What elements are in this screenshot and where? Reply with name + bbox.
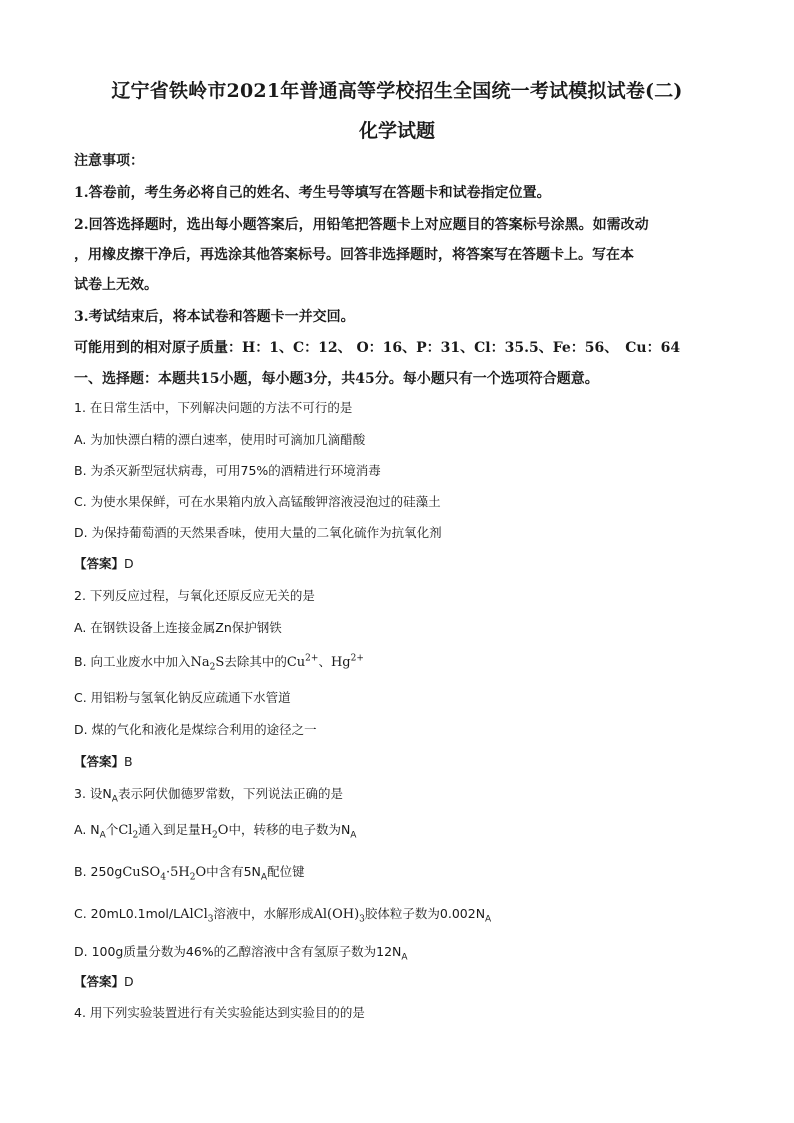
page-subtitle: 化学试题	[358, 120, 435, 142]
answer-value: D	[124, 556, 134, 571]
question-2-option-d: D. 煤的气化和液化是煤综合利用的途径之一	[74, 722, 317, 737]
question-1-option-a: A. 为加快漂白精的漂白速率，使用时可滴加几滴醋酸	[74, 432, 366, 447]
formula-aloh3: $Al(OH)_3$	[313, 907, 365, 925]
question-2-option-b: B. 向工业废水中加入$Na_2S$去除其中的$Cu^{2+}$、$Hg^{2+}$	[74, 653, 364, 673]
question-1-option-c: C. 为使水果保鲜，可在水果箱内放入高锰酸钾溶液浸泡过的硅藻土	[74, 494, 441, 509]
question-3-option-b: B. $250gCuSO_4\cdot 5H_2O$中含有$5N_A$配位键	[74, 864, 305, 883]
notice-item-2-line-3: 试卷上无效。	[74, 277, 158, 293]
question-3-stem: 3. 设$N_A$表示阿伏伽德罗常数，下列说法正确的是	[74, 786, 343, 805]
question-2-answer	[74, 752, 724, 772]
formula-cl2: $Cl_2$	[118, 823, 139, 841]
question-2-option-a: A. 在钢铁设备上连接金属Zn保护钢铁	[74, 620, 282, 635]
notice-item-2-line-2: ，用橡皮擦干净后，再选涂其他答案标号。回答非选择题时，将答案写在答题卡上。写在本	[74, 247, 634, 263]
atomic-masses: 可能用到的相对原子质量：H：1、C：12、 O：16、P：31、Cl：35.5、Fe：56、 Cu：64	[74, 340, 681, 356]
question-2-stem: 2. 下列反应过程，与氧化还原反应无关的是	[74, 588, 315, 603]
formula-na2s: $Na_2S$	[190, 655, 225, 673]
question-1-stem: 1. 在日常生活中，下列解决问题的方法不可行的是	[74, 400, 353, 415]
notice-item-2-line-1: 2.回答选择题时，选出每小题答案后，用铅笔把答题卡上对应题目的答案标号涂黑。如需改动	[74, 217, 649, 233]
question-1-option-d: D. 为保持葡萄酒的天然果香味，使用大量的二氧化硫作为抗氧化剂	[74, 525, 442, 540]
section-heading: 一、选择题：本题共15小题，每小题3分，共45分。每小题只有一个选项符合题意。	[74, 371, 599, 387]
question-4-stem: 4. 用下列实验装置进行有关实验能达到实验目的的是	[74, 1005, 365, 1020]
formula-alcl3: AlCl$_3$	[180, 907, 214, 925]
question-1-answer	[74, 554, 724, 574]
formula-cu-ion: $Cu^{2+}$	[286, 653, 319, 670]
question-3-option-a: A. $N_A$个$Cl_2$通入到足量$H_2O$中，转移的电子数为$N_A$	[74, 822, 357, 841]
question-3-answer	[74, 972, 724, 992]
notice-heading: 注意事项：	[74, 153, 144, 169]
page-title: 辽宁省铁岭市2021年普通高等学校招生全国统一考试模拟试卷(二)	[111, 80, 683, 102]
answer-value: D	[124, 974, 134, 989]
question-2-option-c: C. 用铝粉与氢氧化钠反应疏通下水管道	[74, 690, 291, 705]
answer-tag: 【答案】	[74, 974, 125, 989]
question-3-option-d: D. 100g质量分数为46%的乙醇溶液中含有氢原子数为$12N_A$	[74, 944, 408, 963]
answer-tag: 【答案】	[74, 754, 125, 769]
notice-item-1: 1.答卷前，考生务必将自己的姓名、考生号等填写在答题卡和试卷指定位置。	[74, 185, 551, 201]
answer-tag: 【答案】	[74, 556, 125, 571]
formula-hg-ion: $Hg^{2+}$	[330, 653, 364, 670]
question-3-option-c: C. 20mL0.1mol/LAlCl$_3$溶液中，水解形成$Al(OH)_3$胶体粒子数为$0.002N_A$	[74, 906, 492, 925]
formula-h2o: $H_2O$	[200, 823, 229, 841]
formula-cuso4-5h2o: $CuSO_4\cdot 5H_2O$	[122, 865, 207, 883]
notice-item-3: 3.考试结束后，将本试卷和答题卡一并交回。	[74, 309, 355, 325]
answer-value: B	[124, 754, 133, 769]
question-1-option-b: B. 为杀灭新型冠状病毒，可用75%的酒精进行环境消毒	[74, 463, 381, 478]
